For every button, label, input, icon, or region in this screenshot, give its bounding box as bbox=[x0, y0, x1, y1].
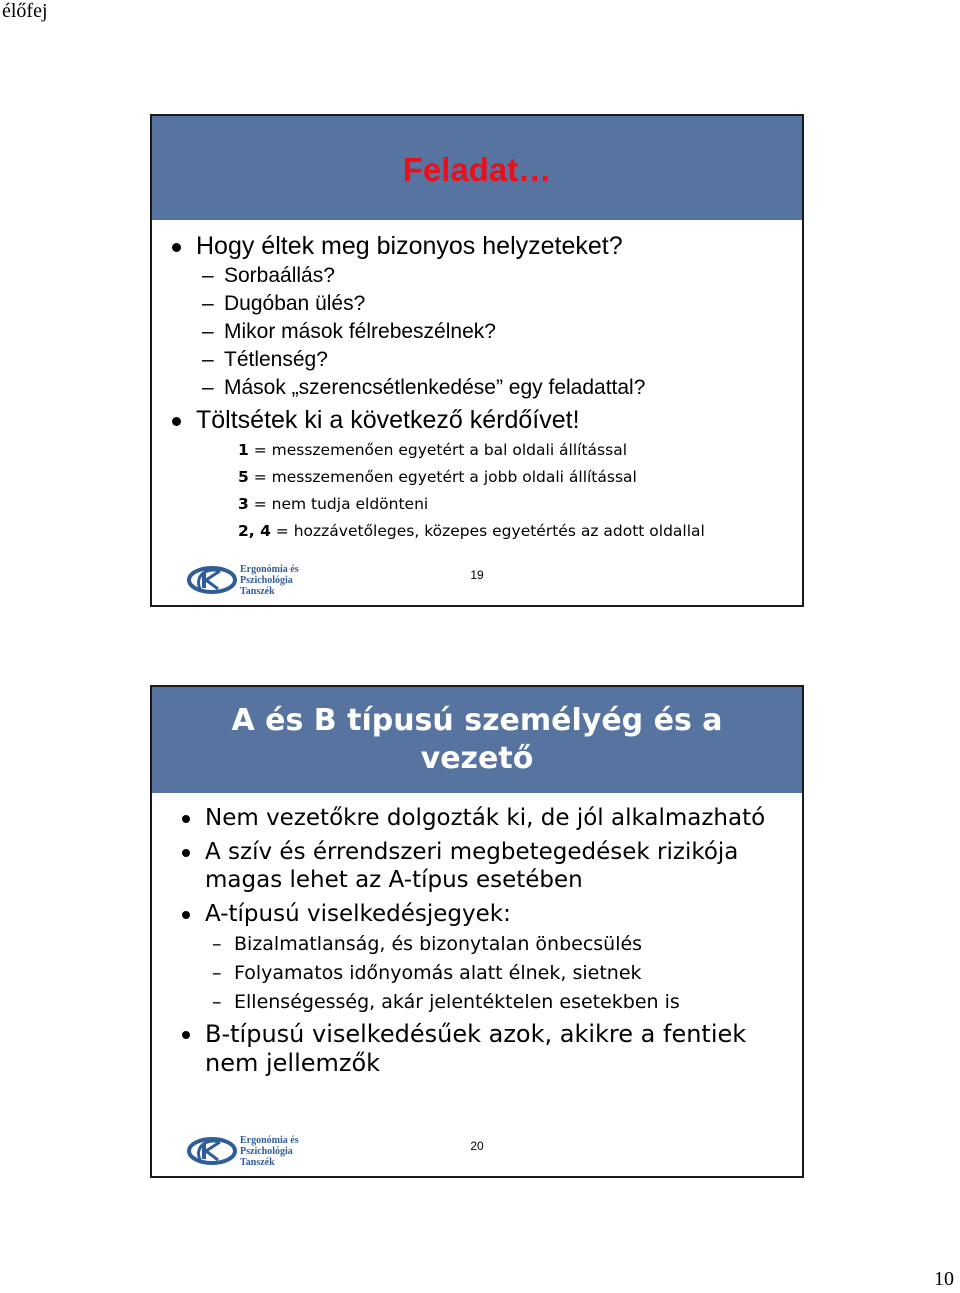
page-header: élőfej bbox=[2, 0, 48, 22]
slide-number: 19 bbox=[470, 568, 484, 582]
logo-line: Pszichológia bbox=[240, 1145, 293, 1157]
slide-19 bbox=[150, 114, 804, 607]
sub-item: – Ellenségesség, akár jelentéktelen esetekben is bbox=[152, 988, 802, 1017]
logo-line: Tanszék bbox=[240, 1156, 275, 1168]
logo-line: Ergonómia és bbox=[240, 563, 299, 575]
slide-title-line: vezető bbox=[420, 741, 534, 776]
scale-text: = messzemenően egyetért a bal oldali állítással bbox=[248, 441, 628, 459]
scale-text: = nem tudja eldönteni bbox=[248, 495, 429, 513]
sub-list bbox=[152, 262, 802, 402]
slide-title-bar bbox=[152, 116, 802, 220]
slide-content bbox=[152, 804, 802, 1084]
scale-number: 1 bbox=[238, 441, 249, 459]
scale-item bbox=[152, 464, 802, 491]
sub-item: – Dugóban ülés? bbox=[152, 290, 802, 318]
sub-item: – Mások „szerencsétlenkedése” egy feladattal? bbox=[152, 374, 802, 402]
scale-number: 2, 4 bbox=[238, 522, 271, 540]
scale-list bbox=[152, 437, 802, 545]
scale-text: = messzemenően egyetért a jobb oldali állítással bbox=[248, 468, 637, 486]
page-number: 10 bbox=[934, 1268, 954, 1290]
bullet-item: Töltsétek ki a következő kérdőívet! bbox=[152, 406, 802, 434]
sub-item: – Mikor mások félrebeszélnek? bbox=[152, 318, 802, 346]
slide-number: 20 bbox=[470, 1139, 484, 1153]
bullet-item: A-típusú viselkedésjegyek: bbox=[152, 900, 802, 928]
slide-title-line: A és B típusú személyég és a bbox=[231, 703, 723, 738]
scale-number: 3 bbox=[238, 495, 249, 513]
slide-20 bbox=[150, 685, 804, 1178]
bullet-item: B-típusú viselkedésűek azok, akikre a fentiek nem jellemzők bbox=[152, 1020, 802, 1078]
slide-title: Feladat… bbox=[402, 151, 552, 188]
sub-item: – Folyamatos időnyomás alatt élnek, sietnek bbox=[152, 959, 802, 988]
scale-number: 5 bbox=[238, 468, 249, 486]
logo-line: Ergonómia és bbox=[240, 1134, 299, 1146]
bullet-item: Hogy éltek meg bizonyos helyzeteket? bbox=[152, 232, 802, 260]
slide-content bbox=[152, 230, 802, 545]
bullet-item: Nem vezetőkre dolgozták ki, de jól alkalmazható bbox=[152, 804, 802, 832]
sub-item: – Tétlenség? bbox=[152, 346, 802, 374]
scale-item bbox=[152, 491, 802, 518]
logo-line: Pszichológia bbox=[240, 574, 293, 586]
sub-list bbox=[152, 930, 802, 1017]
sub-item: – Bizalmatlanság, és bizonytalan önbecsülés bbox=[152, 930, 802, 959]
logo-line: Tanszék bbox=[240, 585, 275, 597]
slide-title bbox=[231, 702, 722, 778]
bullet-item: A szív és érrendszeri megbetegedések rizikója magas lehet az A-típus esetében bbox=[152, 838, 802, 894]
scale-text: = hozzávetőleges, közepes egyetértés az adott oldallal bbox=[270, 522, 705, 540]
scale-item bbox=[152, 437, 802, 464]
slide-title-bar bbox=[152, 687, 802, 793]
scale-item bbox=[152, 518, 802, 545]
sub-item: – Sorbaállás? bbox=[152, 262, 802, 290]
